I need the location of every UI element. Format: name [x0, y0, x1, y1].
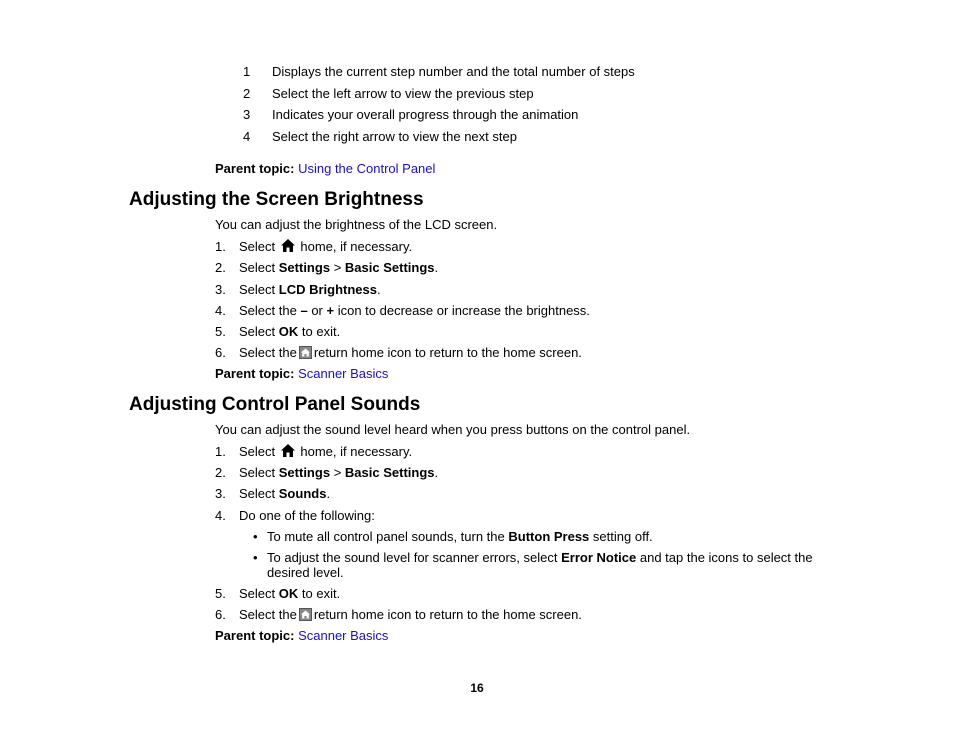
- step-text: icon to decrease or increase the brightness.: [337, 303, 590, 318]
- button-name: OK: [278, 324, 299, 339]
- step-text: Select: [239, 239, 276, 254]
- parent-topic-label: Parent topic:: [215, 628, 295, 643]
- bullet-text: To adjust the sound level for scanner errors, select: [267, 550, 558, 565]
- parent-topic: [215, 161, 435, 177]
- step-number: 2.: [215, 465, 226, 480]
- minus-symbol: –: [300, 303, 308, 318]
- separator: >: [333, 465, 342, 480]
- step-text: Select: [239, 444, 276, 459]
- step-number: 4.: [215, 508, 226, 523]
- parent-topic: [215, 366, 388, 382]
- bullet-text: setting off.: [592, 529, 653, 544]
- step-number: 5.: [215, 586, 226, 601]
- step-text: to exit.: [301, 586, 341, 601]
- step-text: Select the: [239, 303, 297, 318]
- step-text: Select the: [239, 607, 297, 622]
- punctuation: .: [434, 260, 439, 275]
- step-number: 6.: [215, 345, 226, 360]
- callout-text: Displays the current step number and the total number of steps: [272, 64, 635, 79]
- step-number: 6.: [215, 607, 226, 622]
- home-icon: [281, 239, 295, 252]
- bullet-dot: •: [253, 529, 258, 544]
- bullet-text: To mute all control panel sounds, turn the: [267, 529, 505, 544]
- step-number: 1.: [215, 239, 226, 254]
- callout-text: Select the right arrow to view the next step: [272, 129, 517, 144]
- callout-text: Indicates your overall progress through the animation: [272, 107, 579, 122]
- bullet-item: [253, 529, 827, 544]
- home-icon: [281, 444, 295, 457]
- section-intro: You can adjust the brightness of the LCD screen.: [215, 217, 498, 232]
- step-text: or: [311, 303, 323, 318]
- step-text: Select: [239, 465, 276, 480]
- bullet-text: and tap the icons to select the desired level.: [267, 550, 813, 580]
- step-number: 3.: [215, 282, 226, 297]
- step-text: Select: [239, 486, 276, 501]
- step-number: 1.: [215, 444, 226, 459]
- bullet-dot: •: [253, 550, 258, 565]
- step-number: 4.: [215, 303, 226, 318]
- menu-name: LCD Brightness: [278, 282, 377, 297]
- callout-number: 3: [243, 107, 251, 122]
- return-home-icon: [299, 346, 312, 359]
- step-text: Do one of the following:: [239, 508, 375, 523]
- callout-number: 1: [243, 64, 251, 79]
- parent-topic-label: Parent topic:: [215, 366, 295, 381]
- button-name: OK: [278, 586, 299, 601]
- step-text: home, if necessary.: [300, 239, 413, 254]
- step-text: Select the: [239, 345, 297, 360]
- step-text: Select: [239, 324, 276, 339]
- step-text: return home icon to return to the home screen.: [313, 345, 582, 360]
- page-number: 16: [470, 681, 484, 695]
- return-home-icon: [299, 608, 312, 621]
- menu-name: Sounds: [278, 486, 327, 501]
- parent-topic-link[interactable]: Scanner Basics: [298, 628, 389, 643]
- step-text: to exit.: [301, 324, 341, 339]
- section-intro: You can adjust the sound level heard when you press buttons on the control panel.: [215, 422, 691, 437]
- step-text: home, if necessary.: [300, 444, 413, 459]
- setting-name: Error Notice: [561, 550, 637, 565]
- parent-topic-link[interactable]: Scanner Basics: [298, 366, 389, 381]
- punctuation: .: [434, 465, 439, 480]
- menu-name: Settings: [278, 465, 331, 480]
- menu-name: Basic Settings: [344, 465, 435, 480]
- bullet-item: [253, 550, 827, 580]
- step-number: 3.: [215, 486, 226, 501]
- punctuation: .: [326, 486, 331, 501]
- step-text: return home icon to return to the home screen.: [313, 607, 582, 622]
- callout-number: 4: [243, 129, 251, 144]
- parent-topic: [215, 628, 388, 644]
- menu-name: Settings: [278, 260, 331, 275]
- punctuation: .: [377, 282, 381, 297]
- menu-name: Basic Settings: [344, 260, 435, 275]
- section-title-brightness: Adjusting the Screen Brightness: [129, 189, 424, 210]
- plus-symbol: +: [326, 303, 335, 318]
- step-number: 2.: [215, 260, 226, 275]
- step-text: Select: [239, 282, 276, 297]
- section-title-sounds: Adjusting Control Panel Sounds: [129, 394, 421, 415]
- setting-name: Button Press: [508, 529, 590, 544]
- callout-text: Select the left arrow to view the previous step: [272, 86, 534, 101]
- parent-topic-link[interactable]: Using the Control Panel: [298, 161, 436, 176]
- parent-topic-label: Parent topic:: [215, 161, 295, 176]
- step-text: Select: [239, 586, 276, 601]
- step-number: 5.: [215, 324, 226, 339]
- step-text: Select: [239, 260, 276, 275]
- separator: >: [333, 260, 342, 275]
- callout-number: 2: [243, 86, 251, 101]
